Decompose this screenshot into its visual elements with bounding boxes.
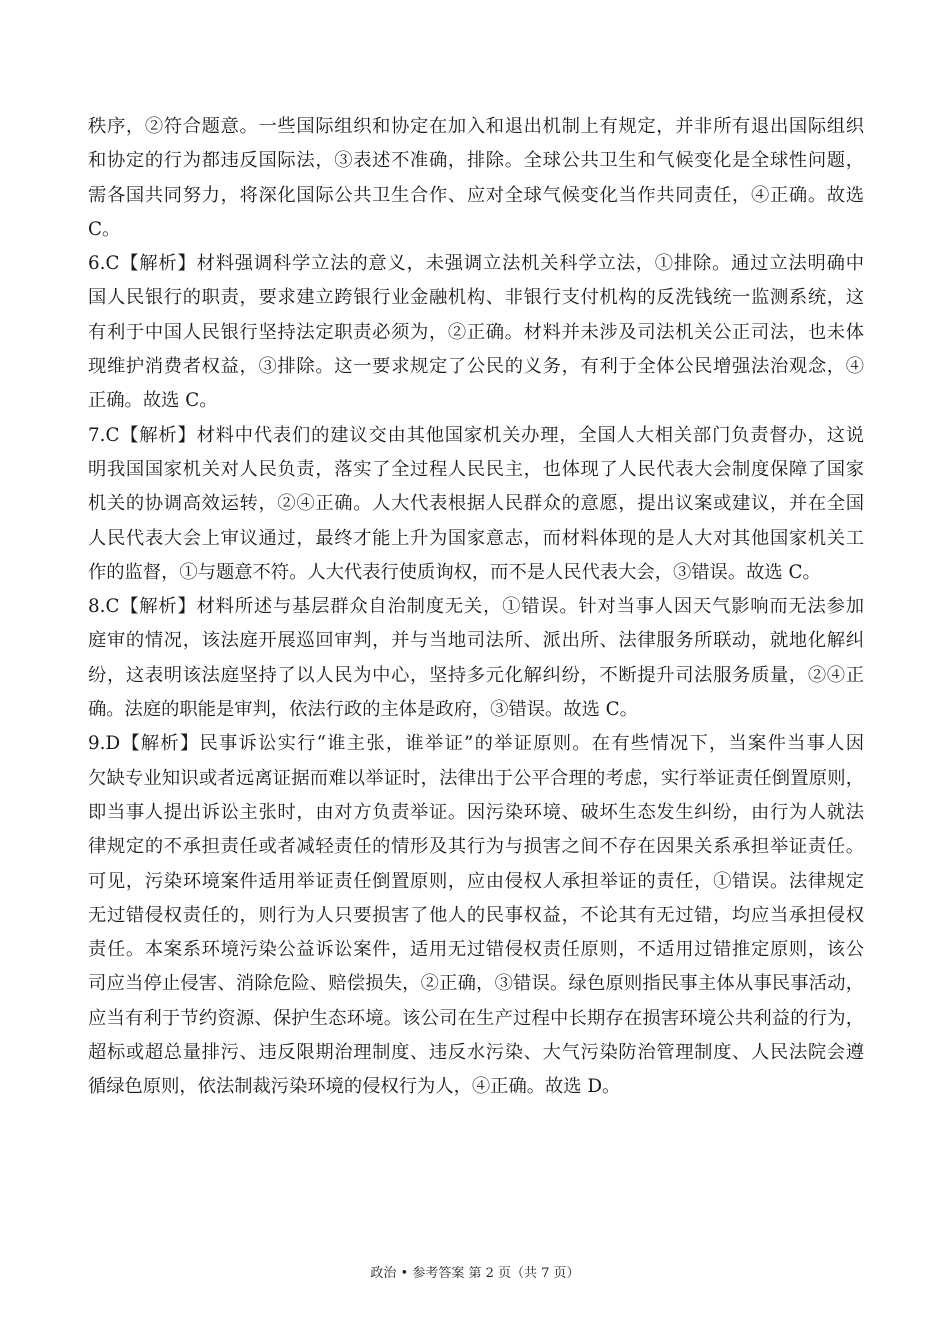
answer-6-line: 6.C【解析】材料强调科学立法的意义，未强调立法机关科学立法，①排除。通过立法明确中: [88, 253, 864, 275]
text-line: 律规定的不承担责任或者减轻责任的情形及其行为与损害之间不存在因果关系承担举证责任。: [88, 836, 864, 858]
text-line: 责任。本案系环境污染公益诉讼案件，适用无过错侵权责任原则，不适用过错推定原则，该公: [88, 939, 864, 961]
text-line: 国人民银行的职责，要求建立跨银行业金融机构、非银行支付机构的反洗钱统一监测系统，这: [88, 287, 864, 309]
text-line: 机关的协调高效运转，②④正确。人大代表根据人民群众的意愿，提出议案或建议，并在全国: [88, 493, 864, 515]
text-line: 有利于中国人民银行坚持法定职责必须为，②正确。材料并未涉及司法机关公正司法，也未体: [88, 321, 864, 343]
text-line: 欠缺专业知识或者远离证据而难以举证时，法律出于公平合理的考虑，实行举证责任倒置原则，: [88, 767, 864, 789]
text-line: 正确。故选 C。: [88, 390, 218, 412]
text-line: 和协定的行为都违反国际法，③表述不准确，排除。全球公共卫生和气候变化是全球性问题，: [88, 150, 864, 172]
answer-9-line: 9.D【解析】民事诉讼实行“谁主张，谁举证”的举证原则。在有些情况下，当案件当事人因: [88, 733, 864, 755]
text-line: 即当事人提出诉讼主张时，由对方负责举证。因污染环境、破坏生态发生纠纷，由行为人就法: [88, 801, 864, 823]
answer-text-body: [88, 110, 864, 1105]
text-line: 庭审的情况，该法庭开展巡回审判，并与当地司法所、派出所、法律服务所联动，就地化解纠: [88, 630, 864, 652]
text-line: 应当有利于节约资源、保护生态环境。该公司在生产过程中长期存在损害环境公共利益的行为，: [88, 1007, 864, 1029]
text-line: 人民代表大会上审议通过，最终才能上升为国家意志，而材料体现的是人大对其他国家机关工: [88, 527, 864, 549]
text-line: 作的监督，①与题意不符。人大代表行使质询权，而不是人民代表大会，③错误。故选 C。: [88, 561, 821, 583]
answer-7-line: 7.C【解析】材料中代表们的建议交由其他国家机关办理，全国人大相关部门负责督办，这说: [88, 424, 864, 446]
text-line: 循绿色原则，依法制裁污染环境的侵权行为人，④正确。故选 D。: [88, 1076, 621, 1098]
answer-8-line: 8.C【解析】材料所述与基层群众自治制度无关，①错误。针对当事人因天气影响而无法参加: [88, 596, 864, 618]
text-line: 确。法庭的职能是审判，依法行政的主体是政府，③错误。故选 C。: [88, 699, 638, 721]
text-line: 无过错侵权责任的，则行为人只要损害了他人的民事权益，不论其有无过错，均应当承担侵权: [88, 904, 864, 926]
text-line: 司应当停止侵害、消除危险、赔偿损失，②正确，③错误。绿色原则指民事主体从事民事活动，: [88, 973, 864, 995]
text-line: 需各国共同努力，将深化国际公共卫生合作、应对全球气候变化当作共同责任，④正确。故选: [88, 184, 864, 206]
text-line: 现维护消费者权益，③排除。这一要求规定了公民的义务，有利于全体公民增强法治观念，④: [88, 356, 864, 378]
text-line: 纷，这表明该法庭坚持了以人民为中心，坚持多元化解纠纷，不断提升司法服务质量，②④正: [88, 664, 864, 686]
page-footer: 政治 • 参考答案 第 2 页（共 7 页）: [370, 1266, 580, 1281]
text-line: 超标或超总量排污、违反限期治理制度、违反水污染、大气污染防治管理制度、人民法院会遵: [88, 1042, 864, 1064]
text-line: 秩序，②符合题意。一些国际组织和协定在加入和退出机制上有规定，并非所有退出国际组织: [88, 116, 864, 137]
text-line: 可见，污染环境案件适用举证责任倒置原则，应由侵权人承担举证的责任，①错误。法律规定: [88, 870, 864, 892]
text-line: C。: [88, 218, 121, 240]
text-line: 明我国国家机关对人民负责，落实了全过程人民民主，也体现了人民代表大会制度保障了国家: [88, 458, 864, 480]
